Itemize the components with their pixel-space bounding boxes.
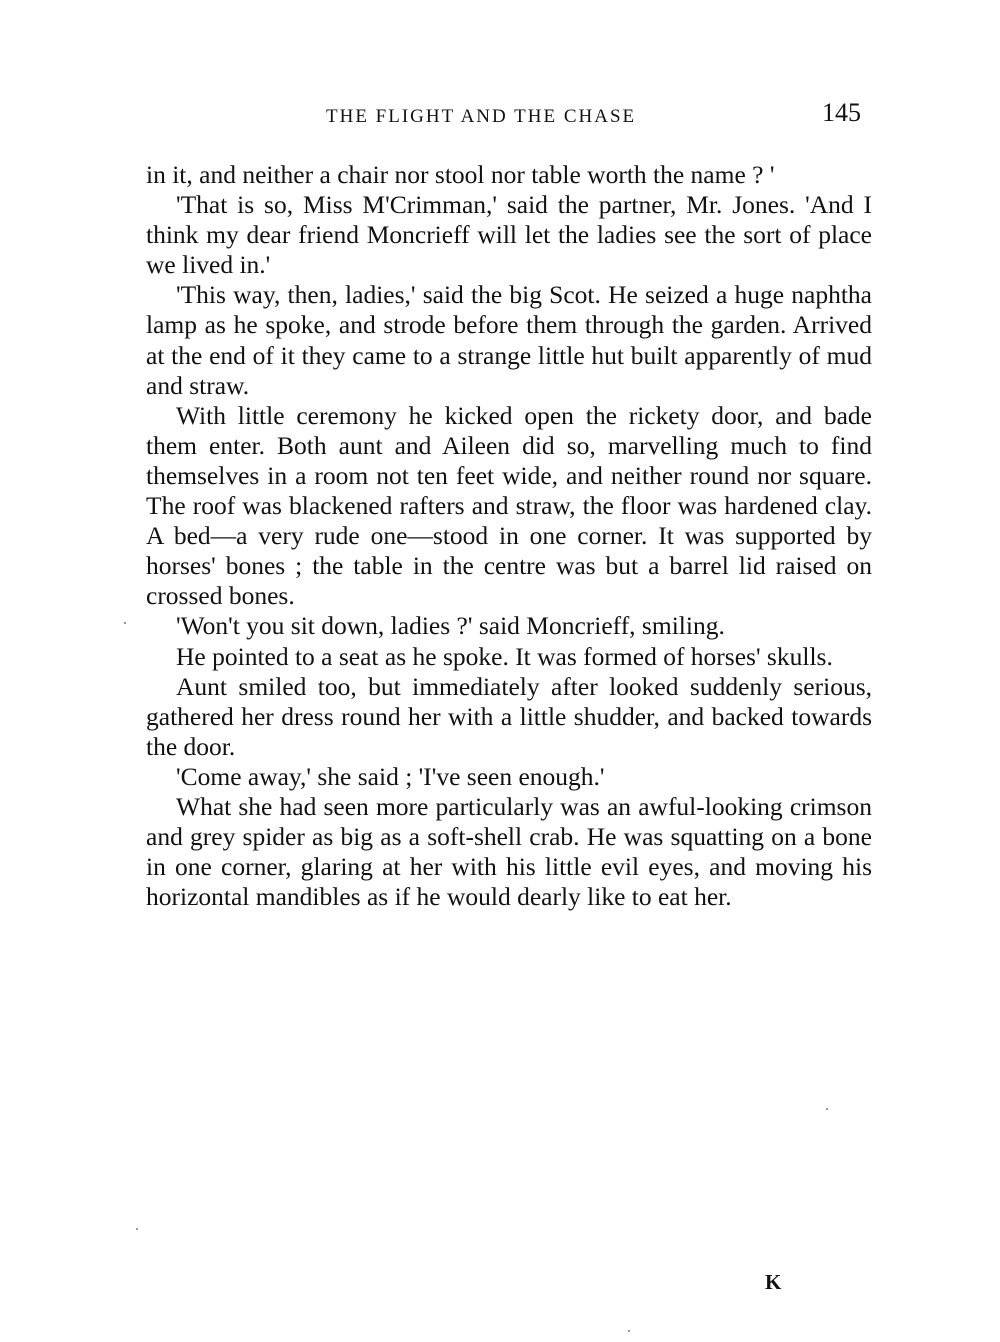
paragraph: What she had seen more particularly was an awful-looking crimson and grey spider as big as a soft-shell crab. He was squatting on a bone in one corner, glaring at her with his little evil eyes, and moving his horizontal mandibles as if he would dearly like to eat her. <box>146 791 872 912</box>
paper-speck <box>628 1330 630 1332</box>
paragraph-continued: in it, and neither a chair nor stool nor table worth the name ? ' <box>146 160 775 189</box>
signature-mark: K <box>765 1270 782 1294</box>
paragraph: Aunt smiled too, but immediately after looked suddenly serious, gathered her dress round her with a little shudder, and backed towards the door. <box>146 671 872 761</box>
paragraph: He pointed to a seat as he spoke. It was formed of horses' skulls. <box>176 641 833 671</box>
paragraph: 'Come away,' she said ; 'I've seen enough.' <box>176 761 605 791</box>
paragraph: With little ceremony he kicked open the rickety door, and bade them enter. Both aunt and Aileen did so, marvelling much to find themselves in a room not ten feet wide, and neither round nor square. The roof was blackened rafters and straw, the floor was hardened clay. A bed—a very rude one—stood in one corner. It was supported by horses' bones ; the table in the centre was but a barrel lid raised on crossed bones. <box>146 400 872 611</box>
paragraph: 'That is so, Miss M'Crimman,' said the partner, Mr. Jones. 'And I think my dear friend Moncrieff will let the ladies see the sort of place we lived in.' <box>146 190 872 280</box>
paper-speck <box>826 1108 828 1110</box>
paper-speck <box>136 1228 138 1230</box>
running-title: THE FLIGHT AND THE CHASE <box>326 106 637 127</box>
page-number: 145 <box>822 98 861 127</box>
paragraph: 'This way, then, ladies,' said the big Scot. He seized a huge naphtha lamp as he spoke, and strode before them through the garden. Arrived at the end of it they came to a strange little hut built apparently of mud and straw. <box>146 280 872 400</box>
body-text <box>146 160 872 912</box>
paragraph: 'Won't you sit down, ladies ?' said Moncrieff, smiling. <box>176 611 725 641</box>
paper-speck <box>124 622 126 624</box>
